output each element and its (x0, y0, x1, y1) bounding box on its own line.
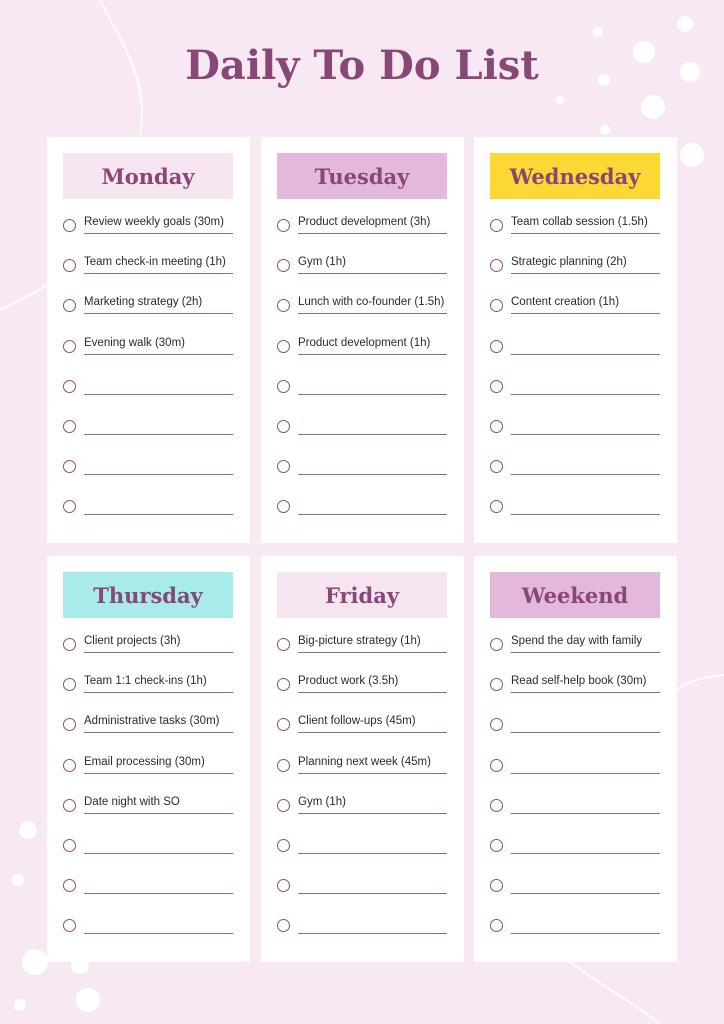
task-item (490, 751, 662, 779)
task-item (277, 710, 449, 738)
task-underline (298, 474, 447, 475)
task-checkbox[interactable] (490, 299, 503, 312)
task-underline (298, 233, 447, 234)
task-text[interactable]: Review weekly goals (30m) (84, 216, 224, 228)
task-text[interactable]: Planning next week (45m) (298, 755, 431, 768)
task-text[interactable]: Marketing strategy (2h) (84, 296, 203, 309)
task-underline (84, 692, 233, 693)
task-item (277, 831, 449, 859)
task-text[interactable]: Evening walk (30m) (84, 336, 185, 349)
task-text[interactable]: Read self-help book (30m) (511, 675, 647, 688)
task-item (63, 372, 235, 400)
day-card-wednesday (474, 137, 677, 543)
task-checkbox[interactable] (490, 799, 503, 812)
task-underline (298, 394, 447, 395)
task-underline (298, 692, 447, 693)
task-checkbox[interactable] (490, 500, 503, 513)
task-text[interactable]: Big-picture strategy (1h) (298, 635, 421, 647)
task-item (490, 630, 662, 658)
task-underline (511, 853, 660, 854)
task-underline (298, 514, 447, 515)
task-underline (84, 732, 233, 733)
task-item (490, 831, 662, 859)
task-text[interactable]: Product work (3.5h) (298, 675, 399, 688)
task-checkbox[interactable] (277, 799, 290, 812)
task-checkbox[interactable] (277, 678, 290, 691)
task-underline (298, 434, 447, 435)
task-checkbox[interactable] (63, 259, 76, 272)
task-checkbox[interactable] (490, 638, 503, 651)
task-checkbox[interactable] (277, 500, 290, 513)
task-item (490, 911, 662, 939)
task-text[interactable]: Email processing (30m) (84, 755, 205, 768)
task-item (277, 211, 449, 239)
task-item (490, 492, 662, 520)
day-card-thursday (47, 556, 250, 962)
task-underline (511, 394, 660, 395)
task-checkbox[interactable] (277, 718, 290, 731)
day-card-weekend (474, 556, 677, 962)
task-underline (511, 233, 660, 234)
task-checkbox[interactable] (277, 340, 290, 353)
task-checkbox[interactable] (63, 879, 76, 892)
task-checkbox[interactable] (277, 879, 290, 892)
task-underline (511, 813, 660, 814)
task-underline (511, 474, 660, 475)
task-checkbox[interactable] (277, 919, 290, 932)
task-underline (511, 652, 660, 653)
task-item (490, 670, 662, 698)
day-header: Friday (277, 572, 447, 618)
task-item (490, 251, 662, 279)
task-checkbox[interactable] (63, 718, 76, 731)
task-underline (84, 474, 233, 475)
task-item (277, 871, 449, 899)
task-text[interactable]: Spend the day with family (511, 635, 643, 647)
task-underline (84, 394, 233, 395)
task-item (277, 492, 449, 520)
task-checkbox[interactable] (63, 759, 76, 772)
task-checkbox[interactable] (63, 500, 76, 513)
task-item (63, 452, 235, 480)
day-card-tuesday (261, 137, 464, 543)
task-checkbox[interactable] (277, 638, 290, 651)
task-underline (298, 773, 447, 774)
task-item (277, 791, 449, 819)
task-checkbox[interactable] (277, 460, 290, 473)
task-checkbox[interactable] (490, 678, 503, 691)
task-item (277, 332, 449, 360)
task-checkbox[interactable] (63, 219, 76, 232)
task-item (277, 630, 449, 658)
task-underline (511, 692, 660, 693)
task-item (277, 751, 449, 779)
task-underline (298, 893, 447, 894)
task-checkbox[interactable] (490, 759, 503, 772)
task-item (63, 412, 235, 440)
task-checkbox[interactable] (63, 919, 76, 932)
task-item (63, 871, 235, 899)
day-header: Wednesday (490, 153, 660, 199)
task-checkbox[interactable] (277, 299, 290, 312)
task-checkbox[interactable] (63, 299, 76, 312)
task-item (63, 211, 235, 239)
task-text[interactable]: Gym (1h) (298, 795, 346, 808)
task-checkbox[interactable] (277, 259, 290, 272)
day-header: Weekend (490, 572, 660, 618)
task-item (277, 911, 449, 939)
task-checkbox[interactable] (490, 919, 503, 932)
task-underline (84, 273, 233, 274)
task-item (490, 291, 662, 319)
task-underline (298, 732, 447, 733)
task-underline (511, 434, 660, 435)
task-underline (84, 853, 233, 854)
task-checkbox[interactable] (490, 879, 503, 892)
task-checkbox[interactable] (490, 718, 503, 731)
task-text[interactable]: Administrative tasks (30m) (84, 715, 220, 728)
task-item (63, 251, 235, 279)
task-checkbox[interactable] (63, 638, 76, 651)
task-text[interactable]: Product development (3h) (298, 216, 431, 228)
task-underline (511, 893, 660, 894)
task-underline (511, 933, 660, 934)
task-item (63, 831, 235, 859)
task-checkbox[interactable] (490, 259, 503, 272)
task-item (277, 372, 449, 400)
task-item (63, 791, 235, 819)
task-underline (511, 773, 660, 774)
task-underline (84, 773, 233, 774)
task-underline (298, 813, 447, 814)
task-underline (298, 354, 447, 355)
task-text[interactable]: Client projects (3h) (84, 635, 181, 647)
task-checkbox[interactable] (277, 380, 290, 393)
task-underline (511, 313, 660, 314)
task-item (63, 751, 235, 779)
task-checkbox[interactable] (490, 219, 503, 232)
task-checkbox[interactable] (490, 460, 503, 473)
task-checkbox[interactable] (277, 219, 290, 232)
task-item (277, 412, 449, 440)
task-checkbox[interactable] (490, 380, 503, 393)
task-item (490, 452, 662, 480)
page-title: Daily To Do List (185, 42, 539, 89)
task-underline (511, 273, 660, 274)
task-item (277, 291, 449, 319)
task-checkbox[interactable] (63, 380, 76, 393)
task-checkbox[interactable] (63, 340, 76, 353)
task-item (277, 670, 449, 698)
task-underline (84, 233, 233, 234)
task-underline (511, 514, 660, 515)
task-underline (84, 933, 233, 934)
task-item (63, 911, 235, 939)
task-underline (84, 652, 233, 653)
task-text[interactable]: Gym (1h) (298, 256, 346, 269)
day-card-friday (261, 556, 464, 962)
task-checkbox[interactable] (490, 420, 503, 433)
task-item (490, 710, 662, 738)
task-text[interactable]: Client follow-ups (45m) (298, 715, 416, 728)
task-checkbox[interactable] (63, 678, 76, 691)
task-underline (511, 732, 660, 733)
task-text[interactable]: Content creation (1h) (511, 296, 620, 309)
task-underline (84, 813, 233, 814)
task-text[interactable]: Team 1:1 check-ins (1h) (84, 675, 207, 688)
task-text[interactable]: Date night with SO (84, 795, 180, 808)
day-card-monday (47, 137, 250, 543)
day-header: Thursday (63, 572, 233, 618)
task-underline (84, 514, 233, 515)
task-item (63, 710, 235, 738)
task-item (490, 211, 662, 239)
task-underline (298, 933, 447, 934)
task-checkbox[interactable] (490, 340, 503, 353)
task-underline (511, 354, 660, 355)
task-item (277, 452, 449, 480)
task-text[interactable]: Strategic planning (2h) (511, 256, 627, 269)
task-underline (298, 853, 447, 854)
task-item (490, 372, 662, 400)
task-text[interactable]: Team collab session (1.5h) (511, 216, 648, 228)
task-item (63, 291, 235, 319)
day-header: Tuesday (277, 153, 447, 199)
task-underline (298, 273, 447, 274)
task-underline (84, 434, 233, 435)
task-item (490, 791, 662, 819)
task-item (490, 412, 662, 440)
task-checkbox[interactable] (277, 759, 290, 772)
task-checkbox[interactable] (63, 420, 76, 433)
task-item (63, 670, 235, 698)
task-item (63, 492, 235, 520)
task-underline (84, 354, 233, 355)
task-text[interactable]: Lunch with co-founder (1.5h) (298, 296, 445, 309)
task-item (63, 332, 235, 360)
task-text[interactable]: Product development (1h) (298, 336, 431, 349)
task-underline (84, 313, 233, 314)
task-underline (298, 652, 447, 653)
task-checkbox[interactable] (490, 839, 503, 852)
task-item (490, 871, 662, 899)
day-header: Monday (63, 153, 233, 199)
task-checkbox[interactable] (63, 460, 76, 473)
task-item (277, 251, 449, 279)
task-text[interactable]: Team check-in meeting (1h) (84, 256, 226, 269)
task-checkbox[interactable] (277, 839, 290, 852)
task-checkbox[interactable] (63, 799, 76, 812)
task-item (63, 630, 235, 658)
task-underline (298, 313, 447, 314)
task-checkbox[interactable] (63, 839, 76, 852)
task-item (490, 332, 662, 360)
task-underline (84, 893, 233, 894)
task-checkbox[interactable] (277, 420, 290, 433)
